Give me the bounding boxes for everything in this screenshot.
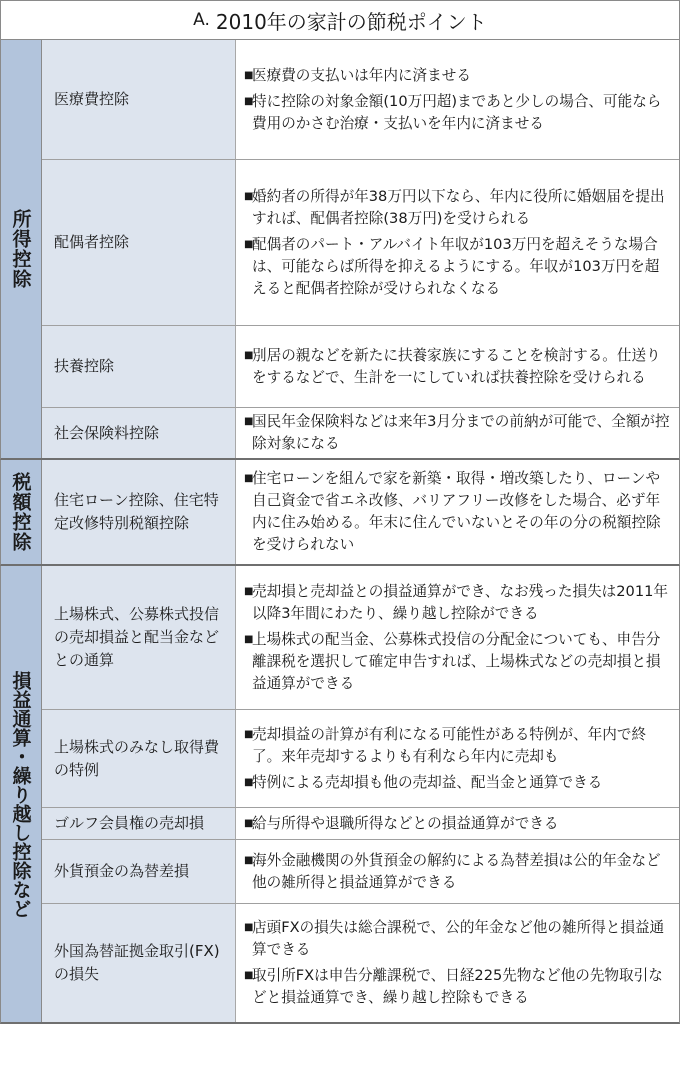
bullet-square-icon: ■: [244, 728, 254, 740]
bullet-square-icon: ■: [244, 633, 254, 645]
bullet-item: [244, 724, 673, 768]
bullet-item: [244, 581, 673, 625]
row-content: [236, 710, 679, 807]
row-content: [236, 904, 679, 1022]
bullet-square-icon: ■: [244, 349, 254, 361]
row-content: [236, 326, 679, 407]
bullet-square-icon: ■: [244, 854, 254, 866]
section-category: [1, 460, 42, 564]
bullet-text: 店頭FXの損失は総合課税で、公的年金など他の雑所得と損益通算できる: [252, 919, 665, 958]
row-label: 医療費控除: [42, 40, 236, 159]
title-prefix: A.: [193, 10, 210, 30]
section-category: [1, 40, 42, 458]
bullet-item: [244, 468, 673, 556]
row-content: [236, 808, 679, 839]
sections: [0, 40, 680, 1024]
row-label: 扶養控除: [42, 326, 236, 407]
bullet-text: 特例による売却損も他の売却益、配当金と通算できる: [252, 773, 603, 791]
bullet-text: 医療費の支払いは年内に済ませる: [252, 66, 471, 84]
bullet-text: 売却損益の計算が有利になる可能性がある特例が、年内で終了。来年売却するよりも有利なら年内に売却も: [252, 725, 647, 765]
bullet-square-icon: ■: [244, 922, 254, 933]
row-label: 上場株式、公募株式投信の売却損益と配当金などとの通算: [42, 566, 236, 709]
table-row: [42, 40, 679, 160]
table-title: [0, 0, 680, 40]
bullet-text: 国民年金保険料などは来年3月分までの前納が可能で、全額が控除対象になる: [252, 413, 670, 452]
bullet-square-icon: ■: [244, 970, 254, 981]
bullet-item: [244, 91, 673, 135]
section-category: [1, 566, 42, 1022]
row-label: 社会保険料控除: [42, 408, 236, 458]
bullet-square-icon: ■: [244, 776, 254, 788]
bullet-text: 住宅ローンを組んで家を新築・取得・増改築したり、ローンや自己資金で省エネ改修、バリアフリー改修をした場合、必ず年内に住み始める。年末に住んでいないとその年の分の税額控除を受けられない: [252, 470, 661, 553]
section-category-label: 損益通算・繰り越し控除など: [9, 670, 32, 918]
table-row: [42, 840, 679, 904]
bullet-text: 上場株式の配当金、公募株式投信の分配金についても、申告分離課税を選択して確定申告すれば、上場株式などの売却損と損益通算ができる: [252, 630, 661, 692]
bullet-text: 配偶者のパート・アルバイト年収が103万円を超えそうな場合は、可能ならば所得を抑えるようにする。年収が103万円を超えると配偶者控除が受けられなくなる: [252, 235, 660, 297]
table-row: [42, 326, 679, 408]
bullet-item: [244, 629, 673, 695]
bullet-item: [244, 234, 673, 300]
bullet-item: [244, 813, 673, 835]
row-content: [236, 40, 679, 159]
section-3: [0, 566, 680, 1024]
table-row: [42, 160, 679, 326]
table-row: [42, 408, 679, 458]
table-row: [42, 566, 679, 710]
bullet-square-icon: ■: [244, 69, 254, 81]
table-row: [42, 808, 679, 840]
bullet-text: 別居の親などを新たに扶養家族にすることを検討する。仕送りをするなどで、生計を一にしていれば扶養控除を受けられる: [252, 346, 661, 386]
section-1: [0, 40, 680, 460]
section-2: [0, 460, 680, 566]
bullet-square-icon: ■: [244, 190, 254, 202]
row-content: [236, 160, 679, 325]
bullet-text: 特に控除の対象金額(10万円超)まであと少しの場合、可能なら費用のかさむ治療・支払いを年内に済ませる: [252, 92, 662, 132]
bullet-text: 海外金融機関の外貨預金の解約による為替差損は公的年金など他の雑所得と損益通算ができる: [252, 851, 661, 891]
section-rows: [42, 460, 679, 564]
table-row: [42, 904, 679, 1022]
title-text: 2010年の家計の節税ポイント: [215, 9, 487, 34]
row-label: 住宅ローン控除、住宅特定改修特別税額控除: [42, 460, 236, 564]
bullet-square-icon: ■: [244, 817, 254, 829]
bullet-text: 給与所得や退職所得などとの損益通算ができる: [252, 814, 559, 832]
bullet-square-icon: ■: [244, 95, 254, 107]
bullet-text: 取引所FXは申告分離課税で、日経225先物など他の先物取引などと損益通算でき、繰り越し控除もできる: [252, 967, 663, 1006]
bullet-item: [244, 965, 673, 1009]
bullet-square-icon: ■: [244, 585, 254, 597]
bullet-item: [244, 65, 673, 87]
section-category-label: 所得控除: [9, 209, 32, 289]
bullet-item: [244, 850, 673, 894]
table-row: [42, 460, 679, 564]
section-rows: [42, 566, 679, 1022]
section-category-label: 税額控除: [9, 472, 32, 552]
row-content: [236, 840, 679, 903]
bullet-square-icon: ■: [244, 238, 254, 250]
bullet-item: [244, 411, 673, 455]
row-label: 上場株式のみなし取得費の特例: [42, 710, 236, 807]
row-content: [236, 408, 679, 458]
bullet-square-icon: ■: [244, 416, 254, 427]
bullet-text: 売却損と売却益との損益通算ができ、なお残った損失は2011年以降3年間にわたり、繰り越し控除ができる: [252, 582, 668, 622]
section-rows: [42, 40, 679, 458]
bullet-item: [244, 917, 673, 961]
bullet-square-icon: ■: [244, 473, 254, 484]
row-label: 配偶者控除: [42, 160, 236, 325]
row-label: ゴルフ会員権の売却損: [42, 808, 236, 839]
bullet-item: [244, 345, 673, 389]
table-row: [42, 710, 679, 808]
row-content: [236, 460, 679, 564]
bullet-text: 婚約者の所得が年38万円以下なら、年内に役所に婚姻届を提出すれば、配偶者控除(38万円)を受けられる: [252, 187, 665, 227]
row-content: [236, 566, 679, 709]
bullet-item: [244, 186, 673, 230]
row-label: 外国為替証拠金取引(FX)の損失: [42, 904, 236, 1022]
bullet-item: [244, 772, 673, 794]
row-label: 外貨預金の為替差損: [42, 840, 236, 903]
